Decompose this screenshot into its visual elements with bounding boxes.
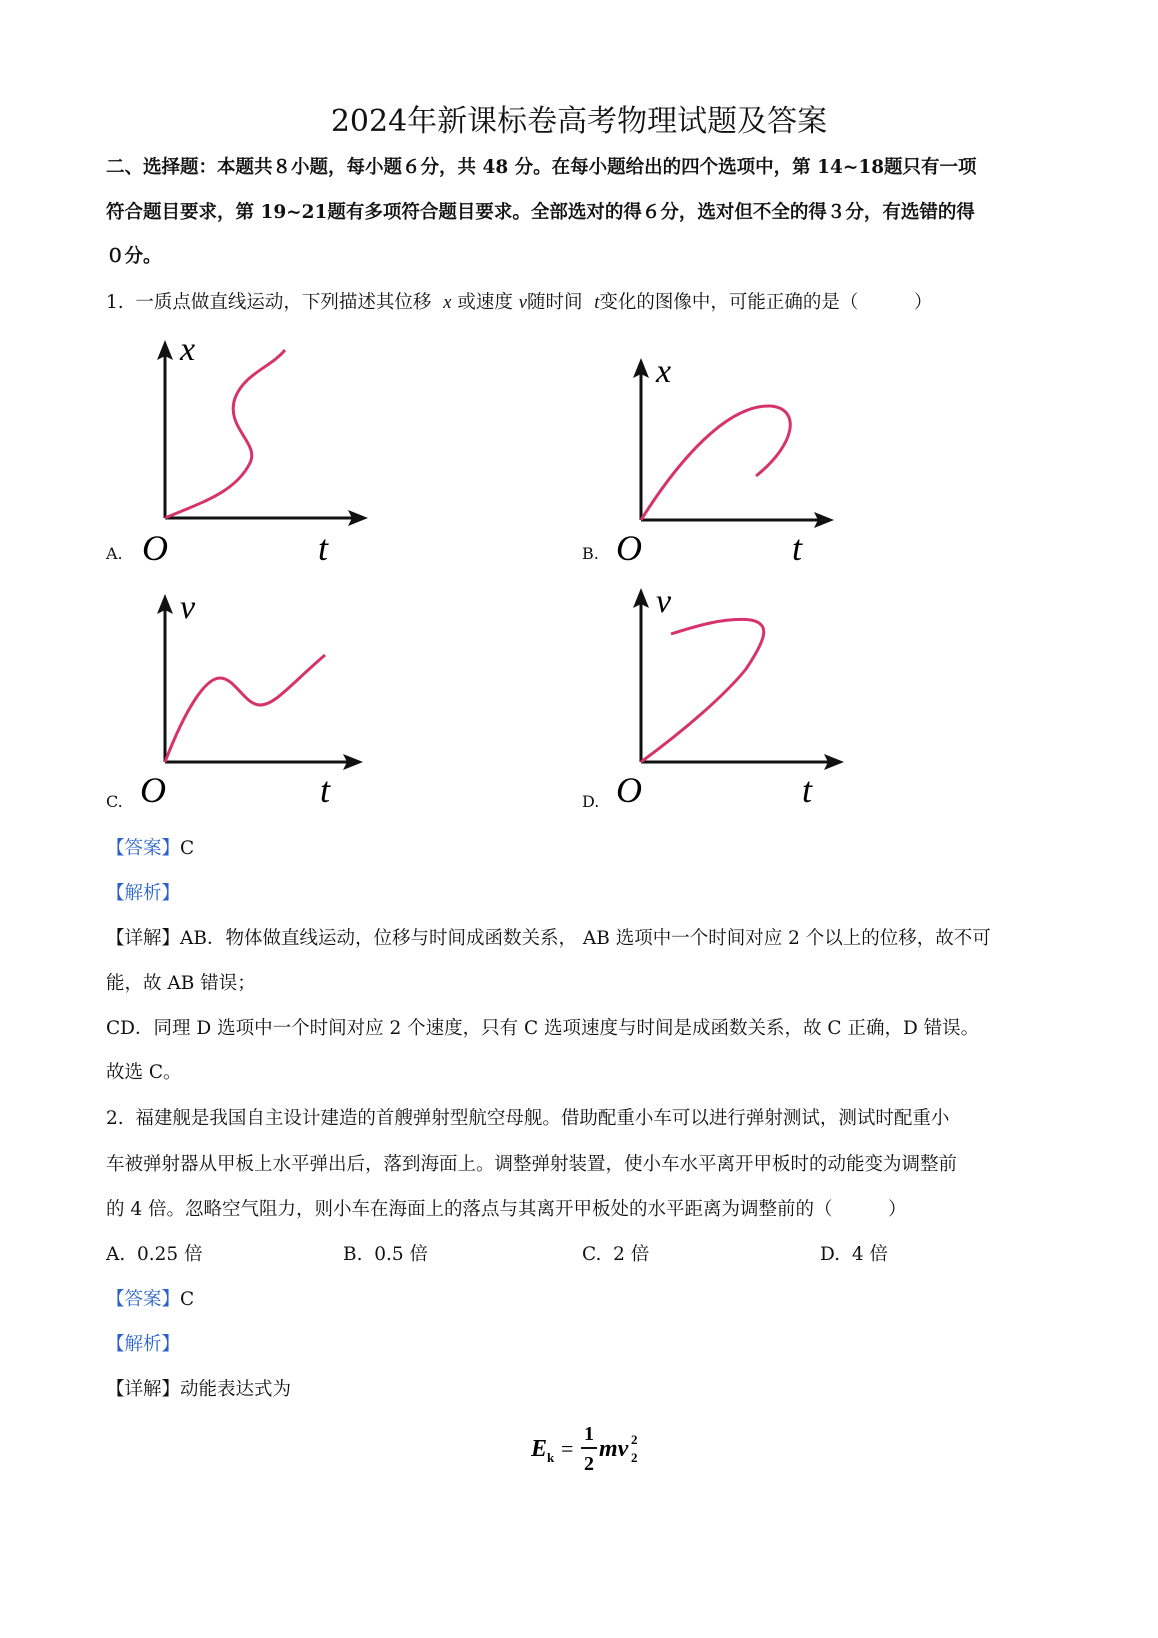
- detail-tag: 【详解】: [106, 1379, 181, 1400]
- option-text: 2 倍: [613, 1244, 650, 1265]
- q1-stem-part: 一质点做直线运动，下列描述其位移: [135, 292, 432, 313]
- option-text: 0.25 倍: [137, 1244, 203, 1265]
- section-intro-line3: ０分。: [106, 246, 162, 267]
- q1-graph-c: [140, 590, 380, 810]
- q1-graph-a: [140, 338, 380, 568]
- q1-var-x: x: [443, 293, 452, 313]
- q2-stem-line2: 车被弹射器从甲板上水平弹出后，落到海面上。调整弹射装置，使小车水平离开甲板时的动能变为调整前: [106, 1154, 958, 1175]
- section-intro-line1: 二、选择题：本题共８小题，每小题６分，共 48 分。在每小题给出的四个选项中，第 14~18题只有一项: [106, 157, 977, 178]
- y-axis-label: v: [656, 584, 672, 620]
- x-axis-label: t: [792, 528, 803, 568]
- q1-detail-line1: [106, 924, 991, 950]
- origin-label: O: [142, 528, 168, 568]
- detail-tag: 【详解】: [106, 928, 181, 949]
- q1-option-b-label: B.: [582, 544, 599, 563]
- curve: [641, 619, 764, 762]
- origin-label: O: [616, 528, 642, 568]
- formula-rhs: mv: [599, 1436, 629, 1462]
- formula-lhs-sub: k: [547, 1450, 555, 1465]
- q1-detail-line3: CD．同理 D 选项中一个时间对应 2 个速度，只有 C 选项速度与时间是成函数关系，故 C 正确，D 错误。: [106, 1018, 980, 1039]
- kinetic-energy-formula: [529, 1420, 649, 1478]
- q2-answer: [106, 1285, 194, 1311]
- formula-lhs: E: [531, 1436, 548, 1462]
- answer-value: C: [180, 838, 195, 859]
- formula-denominator: 2: [584, 1453, 594, 1475]
- q1-stem-part: 随时间: [526, 292, 583, 313]
- detail-text: 动能表达式为: [180, 1379, 292, 1400]
- y-axis-label: x: [656, 354, 672, 390]
- option-label: C.: [582, 1244, 602, 1265]
- detail-text: AB．物体做直线运动，位移与时间成函数关系， AB 选项中一个时间对应 2 个以上的位移，故不可: [180, 928, 991, 949]
- q1-analysis-tag: 【解析】: [106, 883, 181, 904]
- option-text: 0.5 倍: [374, 1244, 429, 1265]
- answer-tag: 【答案】: [106, 838, 181, 859]
- origin-label: O: [140, 770, 166, 810]
- q1-stem-part: 变化的图像中，可能正确的是（ ）: [599, 292, 933, 313]
- q1-stem: [106, 288, 932, 314]
- x-axis-label: t: [318, 528, 329, 568]
- curve: [641, 406, 790, 520]
- section-intro-line2: 符合题目要求，第 19~21题有多项符合题目要求。全部选对的得６分，选对但不全的得３分，有选错的得: [106, 202, 975, 223]
- answer-tag: 【答案】: [106, 1289, 181, 1310]
- option-label: A.: [106, 1244, 126, 1265]
- q1-var-t: t: [594, 293, 600, 313]
- q2-option-a: [106, 1240, 203, 1266]
- q1-graph-b: [616, 354, 846, 568]
- q2-option-d: [820, 1240, 888, 1266]
- q2-analysis-tag: 【解析】: [106, 1334, 181, 1355]
- answer-value: C: [180, 1289, 195, 1310]
- q1-option-c-label: C.: [106, 792, 123, 811]
- q2-stem-line3: 的 4 倍。忽略空气阻力，则小车在海面上的落点与其离开甲板处的水平距离为调整前的（ ）: [106, 1199, 907, 1220]
- y-axis-label: v: [180, 590, 196, 626]
- q2-detail-line1: [106, 1375, 291, 1401]
- origin-label: O: [616, 770, 642, 810]
- option-label: B.: [343, 1244, 363, 1265]
- q2-option-b: [343, 1240, 428, 1266]
- curve: [165, 655, 325, 762]
- q2-stem-text: 福建舰是我国自主设计建造的首艘弹射型航空母舰。借助配重小车可以进行弹射测试，测试时配重小: [135, 1108, 950, 1129]
- q2-option-c: [582, 1240, 649, 1266]
- q1-answer: [106, 834, 194, 860]
- q1-option-a-label: A.: [106, 544, 123, 563]
- q1-var-v: v: [518, 293, 527, 313]
- x-axis-label: t: [802, 770, 813, 810]
- y-axis-label: x: [180, 338, 196, 368]
- formula-eq: =: [561, 1436, 574, 1461]
- q1-option-d-label: D.: [582, 792, 600, 811]
- x-axis-label: t: [320, 770, 331, 810]
- option-text: 4 倍: [851, 1244, 888, 1265]
- formula-sup: 2: [631, 1432, 638, 1447]
- option-label: D.: [820, 1244, 841, 1265]
- q2-number: 2.: [106, 1108, 124, 1129]
- q2-stem-line1: [106, 1104, 949, 1130]
- q1-number: 1.: [106, 292, 124, 313]
- curve: [165, 350, 285, 518]
- q1-detail-line4: 故选 C。: [106, 1062, 182, 1083]
- page-title: 2024年新课标卷高考物理试题及答案: [330, 104, 828, 139]
- formula-sub: 2: [631, 1450, 638, 1465]
- formula-numerator: 1: [584, 1423, 594, 1445]
- q1-graph-d: [616, 584, 856, 810]
- q1-detail-line2: 能，故 AB 错误；: [106, 973, 256, 994]
- q1-stem-part: 或速度: [457, 292, 513, 313]
